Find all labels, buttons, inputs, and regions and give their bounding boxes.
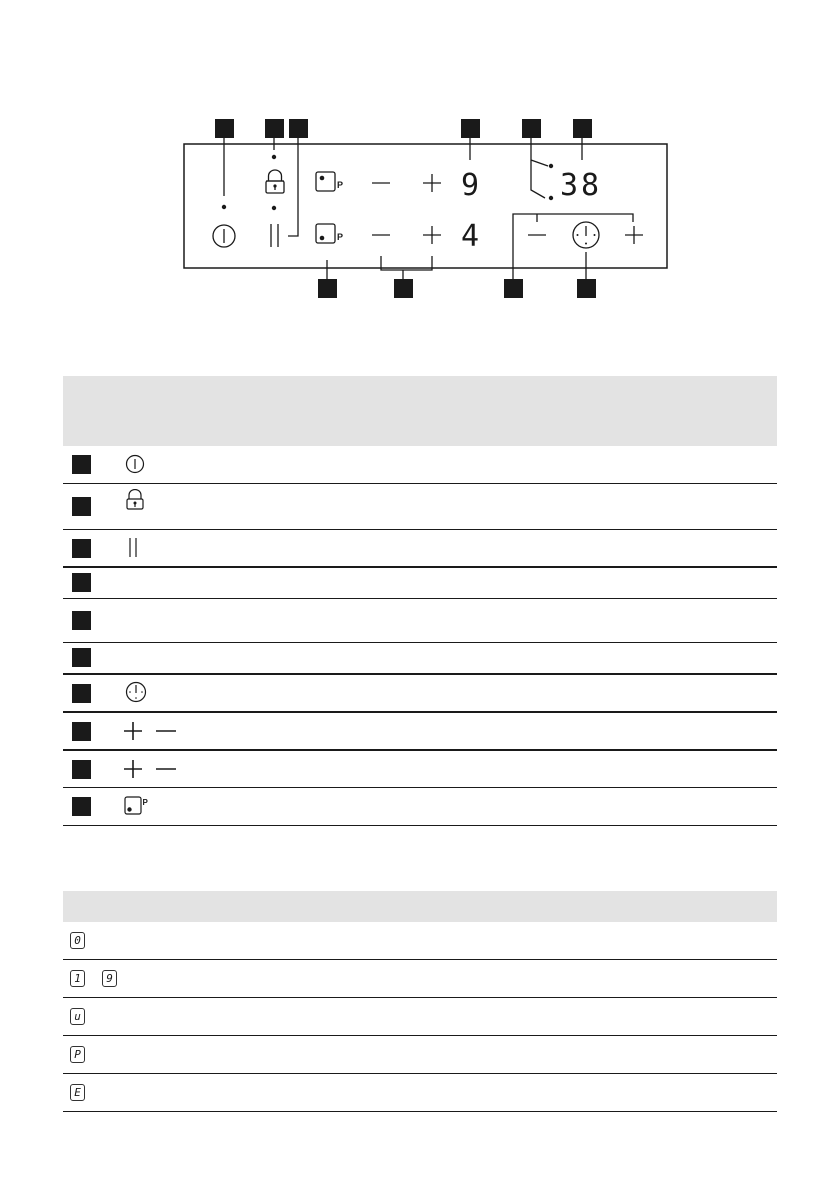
callout-square-8 (72, 722, 91, 741)
callout-4 (461, 119, 480, 138)
controls-table (63, 376, 777, 826)
callout-2 (265, 119, 284, 138)
callout-square-10 (72, 797, 91, 816)
callout-8 (504, 279, 523, 298)
display-symbol: 1 (70, 970, 85, 987)
controls-table-header (63, 376, 777, 446)
callout-square-9 (72, 760, 91, 779)
table-row (63, 568, 777, 599)
callout-square-1 (72, 455, 91, 474)
svg-text:P: P (142, 798, 148, 807)
callout-7 (577, 279, 596, 298)
pause-icon (127, 537, 139, 559)
callout-3 (289, 119, 308, 138)
table-row (63, 788, 777, 826)
table-row (63, 675, 777, 713)
callout-square-5 (72, 611, 91, 630)
table-row (63, 484, 777, 530)
table-row (63, 643, 777, 675)
callout-9 (394, 279, 413, 298)
zone-bottom-power-level: 4 (461, 219, 480, 254)
table-row (63, 530, 777, 568)
table-row (63, 713, 777, 751)
callout-square-6 (72, 648, 91, 667)
table-row (63, 1074, 777, 1112)
timer-display: 38 (560, 168, 603, 203)
table-row (63, 751, 777, 788)
power-boost-icon (124, 796, 150, 816)
table-row (63, 599, 777, 643)
display-symbol: E (70, 1084, 85, 1101)
callout-square-2 (72, 497, 91, 516)
svg-text:P: P (337, 180, 344, 190)
callout-1 (215, 119, 234, 138)
callout-6 (573, 119, 592, 138)
table-row (63, 998, 777, 1036)
display-symbol: u (70, 1008, 85, 1025)
callout-5 (522, 119, 541, 138)
callout-10 (318, 279, 337, 298)
display-symbol: 0 (70, 932, 85, 949)
panel-frame (184, 144, 667, 268)
callout-square-4 (72, 573, 91, 592)
table-row (63, 1036, 777, 1074)
display-symbol: 9 (102, 970, 117, 987)
callout-square-3 (72, 539, 91, 558)
displays-table (63, 891, 777, 1113)
lock-icon (125, 489, 145, 511)
timer-clock-icon (125, 681, 147, 703)
table-row (63, 960, 777, 998)
zone-top-power-level: 9 (461, 168, 480, 203)
table-row (63, 446, 777, 484)
power-icon (125, 454, 145, 474)
display-symbol: P (70, 1046, 85, 1063)
control-panel-diagram (0, 0, 839, 320)
table-row (63, 922, 777, 960)
displays-table-header (63, 891, 777, 922)
callout-square-7 (72, 684, 91, 703)
plus-minus-icons (123, 721, 179, 741)
plus-minus-icons (123, 759, 179, 779)
svg-text:P: P (337, 232, 344, 242)
